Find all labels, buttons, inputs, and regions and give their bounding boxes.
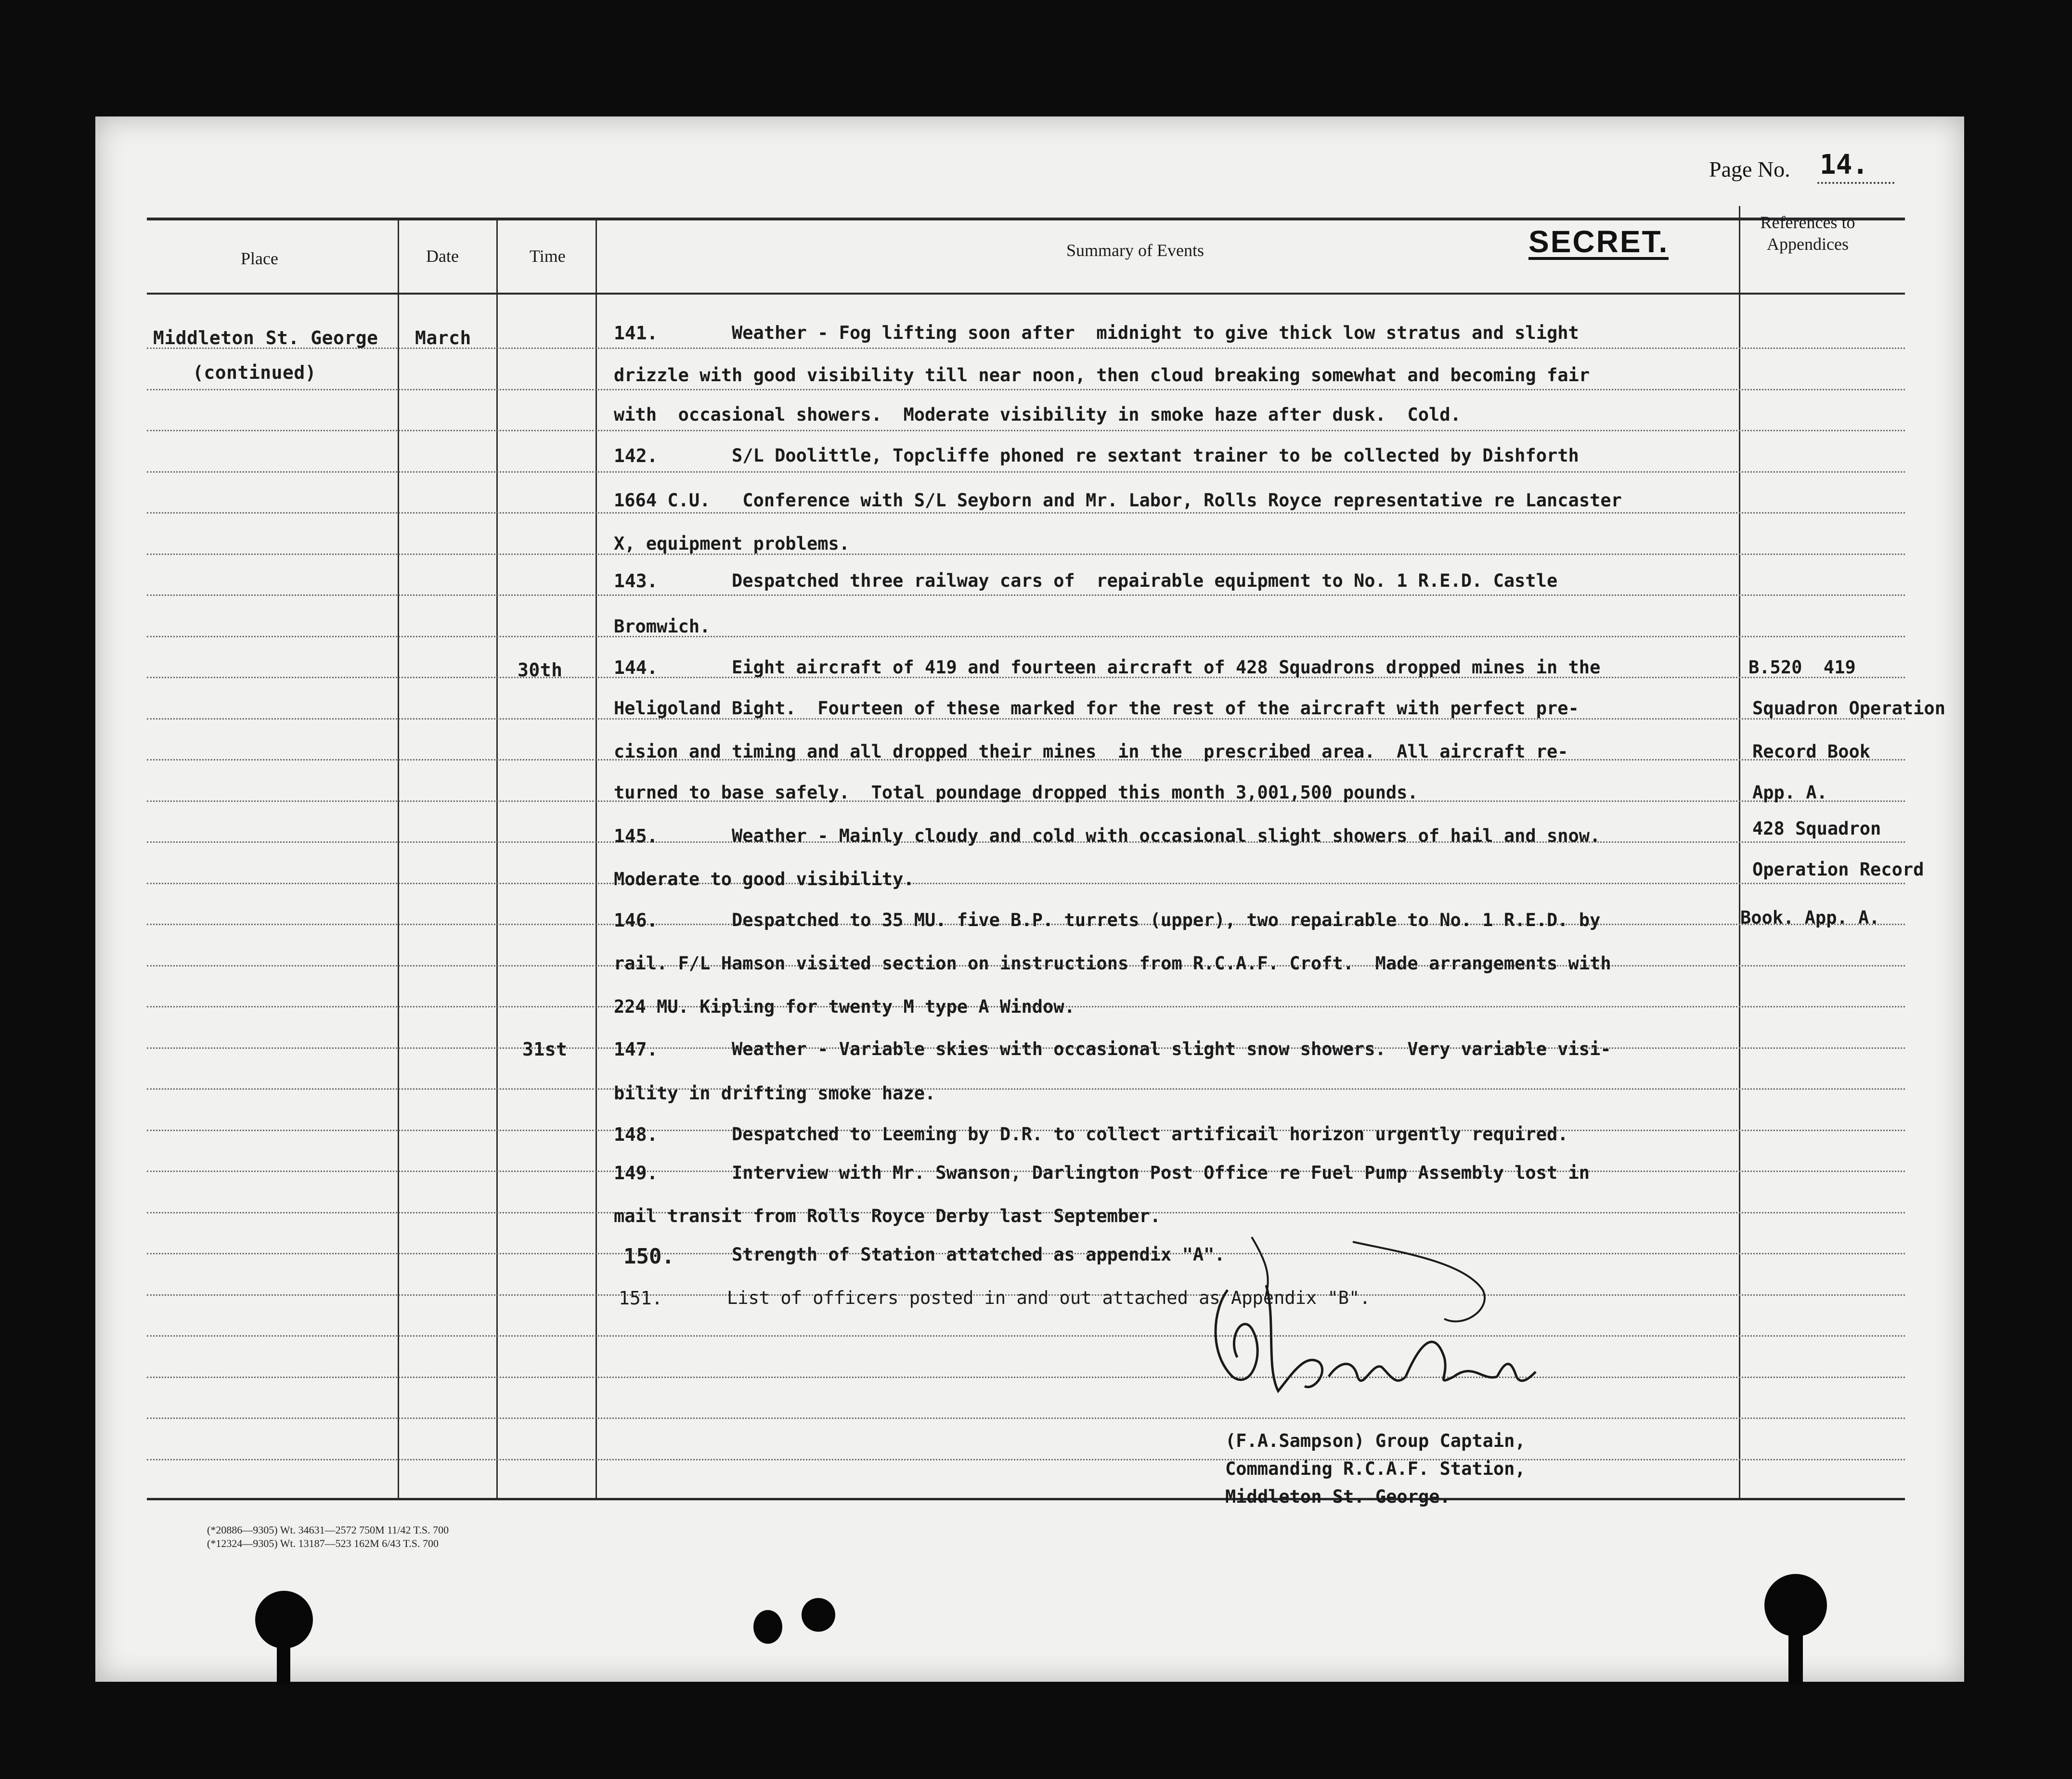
place-name: Middleton St. George: [153, 327, 378, 348]
entry-number: 147.: [614, 1039, 658, 1060]
ruled-line: [147, 430, 1905, 431]
ruled-line: [147, 471, 1905, 473]
ruled-line: [147, 1377, 1905, 1378]
entry-line: mail transit from Rolls Royce Derby last September.: [614, 1206, 1161, 1226]
entry-line: Strength of Station attatched as appendix "A".: [732, 1244, 1225, 1265]
reference-line: Squadron Operation: [1752, 698, 1945, 719]
ruled-line: [147, 1418, 1905, 1419]
ruled-line: [147, 594, 1905, 596]
column-divider-place: [398, 218, 399, 1500]
reference-line: App. A.: [1752, 782, 1827, 803]
month-label: March: [415, 327, 471, 348]
entry-line: Interview with Mr. Swanson, Darlington Post Office re Fuel Pump Assembly lost in: [732, 1162, 1590, 1183]
header-summary: Summary of Events: [1066, 241, 1204, 260]
reference-line: 428 Squadron: [1752, 818, 1881, 839]
table-top-rule: [147, 218, 1905, 220]
column-divider-time: [596, 218, 597, 1500]
header-date: Date: [426, 246, 459, 266]
date-31st: 31st: [522, 1039, 568, 1060]
entry-line: X, equipment problems.: [614, 533, 850, 554]
place-continued: (continued): [193, 362, 317, 383]
reference-line: B.520 419: [1748, 657, 1856, 678]
entry-line: Weather - Fog lifting soon after midnight to give thick low stratus and slight: [732, 322, 1579, 343]
entry-line: Weather - Variable skies with occasional slight snow showers. Very variable visi-: [732, 1039, 1611, 1059]
entry-number: 142.: [614, 445, 658, 466]
entry-line: cision and timing and all dropped their mines in the prescribed area. All aircraft re-: [614, 741, 1568, 762]
page-number-underline: [1817, 182, 1894, 184]
entry-line: with occasional showers. Moderate visibility in smoke haze after dusk. Cold.: [614, 404, 1461, 425]
ruled-line: [147, 348, 1905, 349]
entry-line: drizzle with good visibility till near noon, then cloud breaking somewhat and becoming fair: [614, 365, 1590, 386]
entry-line: turned to base safely. Total poundage dropped this month 3,001,500 pounds.: [614, 782, 1418, 803]
entry-line: Despatched to Leeming by D.R. to collect artificail horizon urgently required.: [732, 1124, 1568, 1145]
entry-line: Eight aircraft of 419 and fourteen aircraft of 428 Squadrons dropped mines in the: [732, 657, 1601, 678]
binder-hole-slot: [277, 1637, 290, 1685]
entry-line: List of officers posted in and out attached as Appendix "B".: [727, 1288, 1371, 1308]
ruled-line: [147, 389, 1905, 390]
reference-line: Book. App. A.: [1740, 907, 1880, 928]
signature-name-line: (F.A.Sampson) Group Captain,: [1225, 1431, 1526, 1451]
column-divider-summary: [1739, 206, 1740, 1500]
binder-hole-slot: [1788, 1627, 1803, 1685]
entry-number: 141.: [614, 322, 658, 344]
header-place: Place: [241, 249, 278, 268]
entry-line: Despatched three railway cars of repairable equipment to No. 1 R.E.D. Castle: [732, 570, 1558, 591]
entry-line: Weather - Mainly cloudy and cold with occasional slight showers of hail and snow.: [732, 825, 1601, 846]
ruled-line: [147, 1459, 1905, 1460]
binder-hole: [753, 1610, 782, 1644]
header-bottom-rule: [147, 293, 1905, 295]
ruled-line: [147, 636, 1905, 637]
reference-line: Record Book: [1752, 741, 1871, 762]
entry-line: rail. F/L Hamson visited section on instructions from R.C.A.F. Croft. Made arrangements with: [614, 953, 1611, 974]
form-codes: [207, 1523, 449, 1550]
header-references: References to Appendices: [1760, 213, 1855, 254]
entry-line: Heligoland Bight. Fourteen of these marked for the rest of the aircraft with perfect pre-: [614, 698, 1579, 719]
entry-number: 144.: [614, 657, 658, 678]
entry-line: 1664 C.U. Conference with S/L Seyborn and Mr. Labor, Rolls Royce representative re Lancaster: [614, 490, 1622, 511]
entry-number: 151.: [619, 1288, 663, 1309]
handwritten-signature: [1194, 1232, 1541, 1444]
ruled-line: [147, 1088, 1905, 1090]
entry-line: S/L Doolittle, Topcliffe phoned re sextant trainer to be collected by Dishforth: [732, 445, 1579, 466]
entry-number: 145.: [614, 825, 658, 847]
entry-number: 150.: [623, 1244, 674, 1269]
entry-number: 148.: [614, 1124, 658, 1145]
header-time: Time: [530, 246, 566, 266]
secret-stamp: SECRET.: [1528, 224, 1669, 259]
ruled-line: [147, 1335, 1905, 1337]
column-divider-date: [496, 218, 498, 1500]
form-code-line: (*12324—9305) Wt. 13187—523 162M 6/43 T.S. 700: [207, 1537, 439, 1549]
signature-title-line: Commanding R.C.A.F. Station,: [1225, 1458, 1526, 1479]
date-30th: 30th: [518, 659, 563, 681]
ruled-line: [147, 883, 1905, 884]
entry-line: Despatched to 35 MU. five B.P. turrets (upper), two repairable to No. 1 R.E.D. by: [732, 910, 1601, 930]
table-bottom-rule: [147, 1498, 1905, 1500]
form-code-line: (*20886—9305) Wt. 34631—2572 750M 11/42 T.S. 700: [207, 1524, 449, 1536]
entry-line: Moderate to good visibility.: [614, 869, 914, 890]
reference-line: Operation Record: [1752, 859, 1924, 880]
page-number-label: Page No.: [1709, 157, 1790, 181]
entry-line: Bromwich.: [614, 616, 711, 637]
ruled-line: [147, 512, 1905, 514]
signature-block: [1225, 1427, 1526, 1511]
diary-page: [95, 116, 1964, 1682]
entry-line: bility in drifting smoke haze.: [614, 1083, 936, 1104]
signature-station-line: Middleton St. George.: [1225, 1486, 1450, 1507]
binder-hole: [802, 1598, 835, 1632]
entry-number: 149.: [614, 1162, 658, 1184]
entry-line: 224 MU. Kipling for twenty M type A Window.: [614, 996, 1075, 1017]
page-number-value: 14.: [1820, 149, 1869, 180]
entry-number: 143.: [614, 570, 658, 592]
ruled-line: [147, 554, 1905, 555]
entry-number: 146.: [614, 910, 658, 931]
